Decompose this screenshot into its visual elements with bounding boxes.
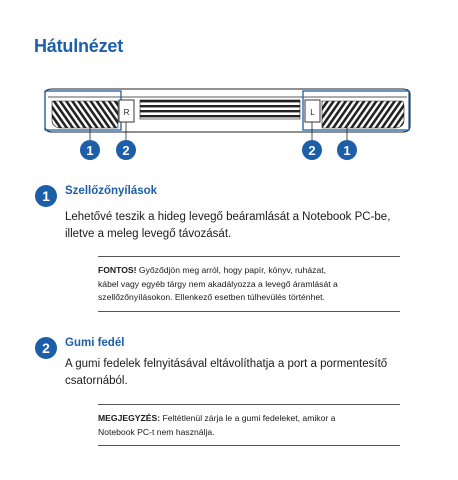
- callout-vents-left: 1: [80, 140, 100, 160]
- notice-note-line1: Feltétlenül zárja le a gumi fedeleket, amikor a: [160, 413, 336, 423]
- callout-vents-right: 1: [337, 140, 357, 160]
- section-2-body: [65, 356, 450, 390]
- section-2-number: 2: [35, 337, 57, 359]
- important-note-line1: Győződjön meg arról, hogy papír, könyv, ruházat,: [136, 265, 326, 275]
- notice-note-line2: Notebook PC-t nem használja.: [98, 426, 215, 437]
- port-label-l: L: [310, 108, 315, 117]
- section-2-heading: Gumi fedél: [65, 337, 125, 349]
- section-1-number: 1: [35, 185, 57, 207]
- section-2-body-line1: A gumi fedelek felnyitásával eltávolíthatja a port a pormentesítő: [65, 358, 388, 370]
- section-1-heading: Szellőzőnyílások: [65, 185, 158, 197]
- section-2-body-line2: csatornából.: [65, 375, 128, 387]
- page-title: Hátulnézet: [34, 36, 124, 56]
- important-note-line3: szellőzőnyílásokon. Ellenkező esetben túlhevülés történhet.: [98, 292, 325, 302]
- port-label-r: R: [123, 108, 130, 117]
- callout-cover-left: 2: [302, 140, 322, 160]
- important-note-line2: kábel vagy egyéb tárgy nem akadályozza a levegő áramlását a: [98, 278, 338, 289]
- notice-note-label: MEGJEGYZÉS:: [98, 413, 161, 423]
- section-1-body-line1: Lehetővé teszik a hideg levegő beáramlását a Notebook PC-be,: [65, 211, 391, 223]
- section-1-body-line2: illetve a meleg levegő távozását.: [65, 228, 232, 240]
- right-vent: [322, 101, 404, 128]
- left-vent: [52, 101, 118, 128]
- center-vent: [140, 100, 300, 119]
- laptop-rear-illustration: [0, 0, 458, 170]
- important-note: [98, 256, 400, 312]
- important-note-label: FONTOS!: [98, 265, 137, 275]
- notice-note: [98, 404, 400, 446]
- callout-cover-right: 2: [116, 140, 136, 160]
- section-1-body: [65, 209, 445, 243]
